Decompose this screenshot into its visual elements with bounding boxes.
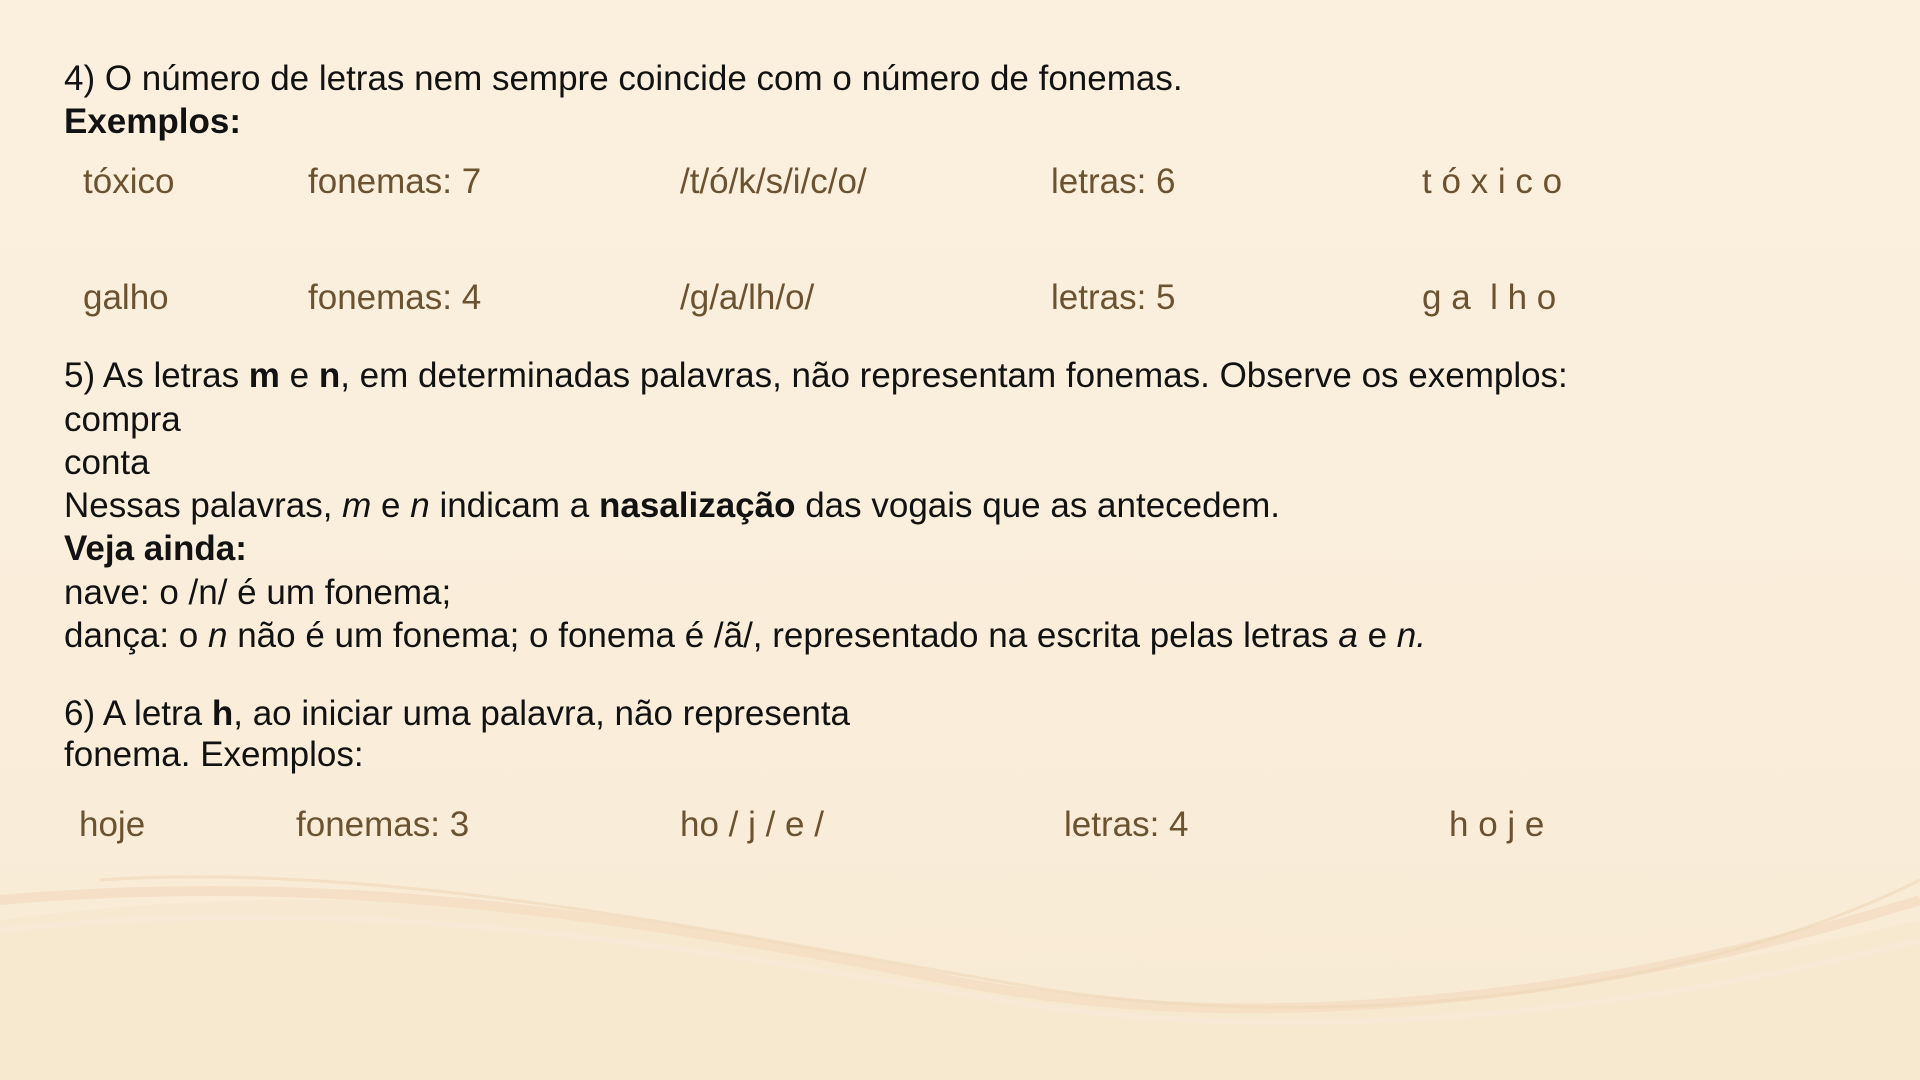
example-word: hoje [79, 805, 146, 844]
example-phoneme-count: fonemas: 7 [308, 162, 482, 201]
section5-example-conta: conta [64, 443, 150, 482]
example-transcription: ho / j / e / [680, 805, 824, 844]
section4-title: 4) O número de letras nem sempre coincide com o número de fonemas. [64, 59, 1183, 98]
section6-line1: 6) A letra h, ao iniciar uma palavra, não representa [64, 694, 851, 733]
section5-nasalization: Nessas palavras, m e n indicam a nasalização das vogais que as antecedem. [64, 486, 1280, 525]
example-spelled: t ó x i c o [1422, 162, 1563, 201]
section5-intro: 5) As letras m e n, em determinadas palavras, não representam fonemas. Observe os exemplos: [64, 356, 1568, 395]
section6-line2: fonema. Exemplos: [64, 735, 364, 774]
example-letter-count: letras: 6 [1051, 162, 1176, 201]
example-phoneme-count: fonemas: 4 [308, 278, 482, 317]
example-transcription: /g/a/lh/o/ [680, 278, 815, 317]
example-spelled: g a l h o [1422, 278, 1557, 317]
example-phoneme-count: fonemas: 3 [296, 805, 470, 844]
example-word: tóxico [83, 162, 175, 201]
example-letter-count: letras: 5 [1051, 278, 1176, 317]
section5-nave: nave: o /n/ é um fonema; [64, 573, 452, 612]
section4-examples-label: Exemplos: [64, 102, 241, 141]
section5-danca: dança: o n não é um fonema; o fonema é /ã/, representado na escrita pelas letras a e n. [64, 616, 1426, 655]
section5-see-also: Veja ainda: [64, 529, 247, 568]
decorative-wave-background [0, 860, 1920, 1080]
example-letter-count: letras: 4 [1064, 805, 1189, 844]
example-transcription: /t/ó/k/s/i/c/o/ [680, 162, 867, 201]
section5-example-compra: compra [64, 400, 181, 439]
example-spelled: h o j e [1449, 805, 1545, 844]
example-word: galho [83, 278, 169, 317]
